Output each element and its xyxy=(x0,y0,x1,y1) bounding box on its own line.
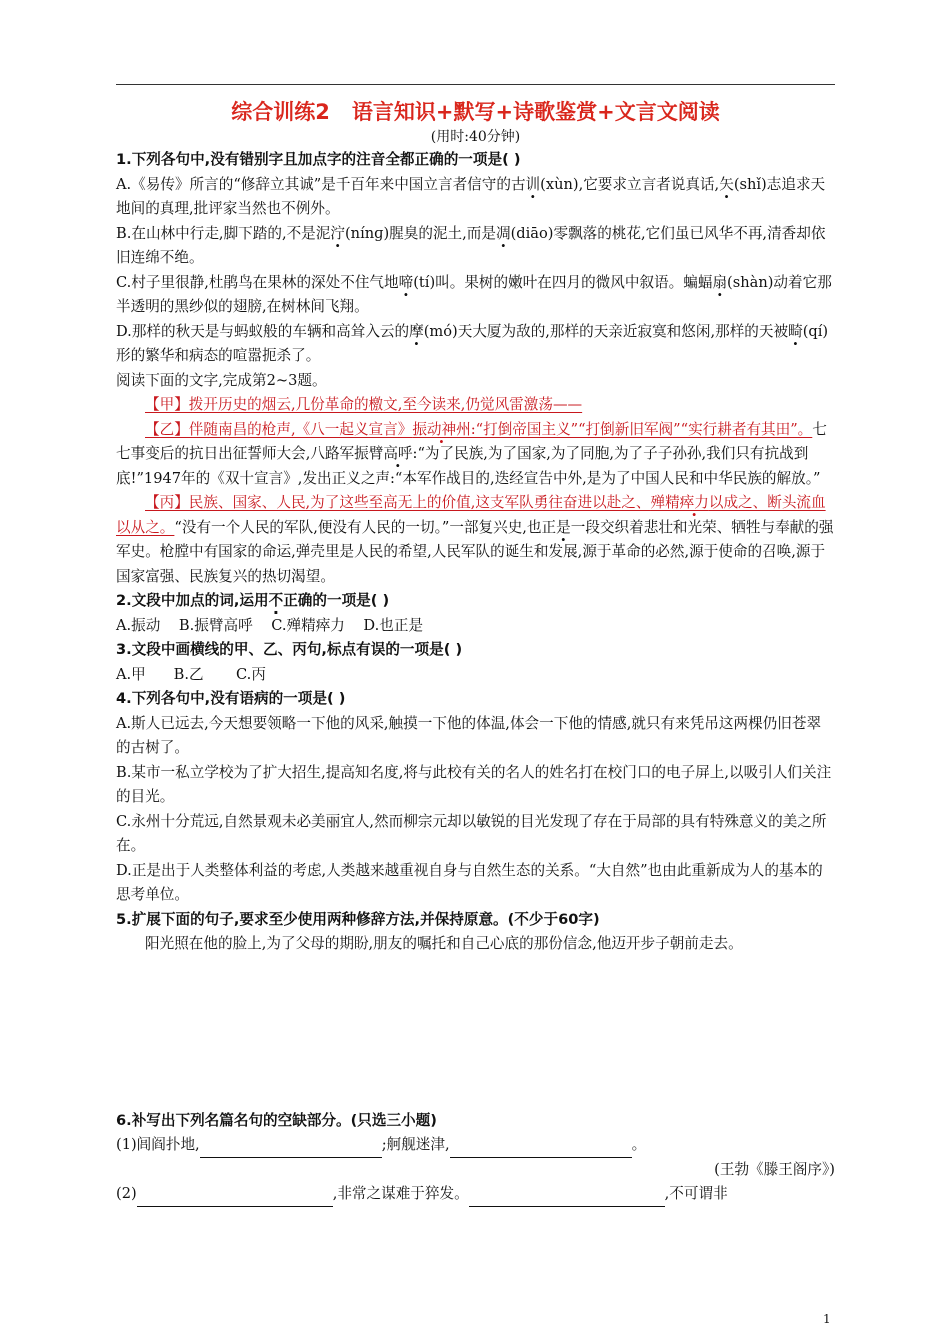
q4-option-b: B.某市一私立学校为了扩大招生,提高知名度,将与此校有关的名人的姓名打在校门口的电子屏上,以吸引人们关注的目光。 xyxy=(116,763,832,805)
word-zhendong: 振动 xyxy=(412,420,442,438)
blank-2a[interactable] xyxy=(137,1188,333,1207)
q1-option-a: A.《易传》所言的“修辞立其诚”是千百年来中国立言者信守的古训(xùn),它要求立言者说真话,矢(shǐ)志追求天地间的真理,批评家当然也不例外。 xyxy=(116,175,826,217)
q5-answer-space xyxy=(116,957,835,1109)
time-limit: (用时:40分钟) xyxy=(430,129,521,145)
q1-option-d: D.那样的秋天是与蚂蚁般的车辆和高耸入云的摩(mó)天大厦为敌的,那样的天亲近寂寞和悠闲,那样的天被畸(qí)形的繁华和病态的喧嚣扼杀了。 xyxy=(116,322,829,364)
title-right: 语言知识+默写+诗歌鉴赏+文言文阅读 xyxy=(351,100,720,124)
exercise-content xyxy=(116,148,835,1207)
title-left: 综合训练2 xyxy=(231,100,330,124)
word-zhenbigaohu: 振臂高呼 xyxy=(354,445,413,462)
q3-stem: 3.文段中画横线的甲、乙、丙句,标点有误的一项是( ) xyxy=(116,641,463,658)
q4-option-d: D.正是出于人类整体利益的考虑,人类越来越重视自身与自然生态的关系。“大自然”也由此重新成为人的基本的思考单位。 xyxy=(116,861,823,903)
passage-para-yi: 【乙】伴随南昌的枪声,《八一起义宣言》振动神州:“打倒帝国主义”“打倒新旧军阀”“实行耕者有其田”。七七事变后的抗日出征誓师大会,八路军振臂高呼:“为了民族,为了国家,为了同胞,为了子子孙孙,我们只有抗战到底!”1947年的《双十宣言》,发出正义之声:“本军作战目的,迭经宣告中外,是为了中国人民和中华民族的解放。” xyxy=(116,420,827,487)
q2-stem: 2.文段中加点的词,运用不正确的一项是( ) xyxy=(116,592,390,609)
page-title xyxy=(116,96,835,126)
passage-para-bing: 【丙】民族、国家、人民,为了这些至高无上的价值,这支军队勇往奋进以赴之、殚精瘁力以成之、断头流血以从之。“没有一个人民的军队,便没有人民的一切。”一部复兴史,也正是一段交织着悲壮和光荣、牺牲与奉献的强军史。枪膛中有国家的命运,弹壳里是人民的希望,人民军队的诞生和发展,源于革命的必然,源于使命的召唤,源于国家富强、民族复兴的热切渴望。 xyxy=(116,494,834,585)
q4-option-a: A.斯人已远去,今天想要领略一下他的风采,触摸一下他的体温,体会一下他的情感,就只有来凭吊这两棵仍旧苍翠的古树了。 xyxy=(116,714,822,756)
q6-item-1-source: (王勃《滕王阁序》) xyxy=(714,1160,835,1178)
q5-stem: 5.扩展下面的句子,要求至少使用两种修辞方法,并保持原意。(不少于60字) xyxy=(116,910,600,928)
q1-option-b: B.在山林中行走,脚下踏的,不是泥泞(nínɡ)腥臭的泥土,而是凋(diāo)零飘落的桃花,它们虽已风华不再,清香却依旧连绵不绝。 xyxy=(116,224,826,266)
blank-1b[interactable] xyxy=(450,1139,632,1158)
q5-sentence: 阳光照在他的脸上,为了父母的期盼,朋友的嘱托和自己心底的那份信念,他迈开步子朝前走去。 xyxy=(145,935,743,952)
q2-options: A.振动 B.振臂高呼 C.殚精瘁力 D.也正是 xyxy=(116,616,424,634)
q6-stem: 6.补写出下列名篇名句的空缺部分。(只选三小题) xyxy=(116,1111,437,1129)
q6-item-1: (1)闾阎扑地, ;舸舰迷津, 。 xyxy=(116,1133,835,1158)
q4-stem: 4.下列各句中,没有语病的一项是( ) xyxy=(116,690,346,707)
q3-options: A.甲 B.乙 C.丙 xyxy=(116,665,266,683)
q6-item-2: (2) ,非常之谋难于猝发。 ,不可谓非 xyxy=(116,1182,835,1207)
blank-1a[interactable] xyxy=(200,1139,382,1158)
blank-2b[interactable] xyxy=(469,1188,665,1207)
q1-stem: 1.下列各句中,没有错别字且加点字的注音全都正确的一项是( ) xyxy=(116,151,521,168)
word-danjingcuili: 殚精瘁力 xyxy=(650,494,709,511)
header-rule xyxy=(116,84,835,85)
q4-option-c: C.永州十分荒远,自然景观未必美丽宜人,然而柳宗元却以敏锐的目光发现了存在于局部的具有特殊意义的美之所在。 xyxy=(116,812,827,854)
q1-option-c: C.村子里很静,杜鹃鸟在果林的深处不住气地啼(tí)叫。果树的嫩叶在四月的微风中叙语。蝙蝠扇(shàn)动着它那半透明的黑纱似的翅膀,在树林间飞翔。 xyxy=(116,273,832,315)
passage-para-jia: 【甲】拨开历史的烟云,几份革命的檄文,至今读来,仍觉风雷激荡—— xyxy=(145,396,583,413)
word-yezhengshi: 也正是 xyxy=(526,518,571,536)
reading-intro: 阅读下面的文字,完成第2~3题。 xyxy=(116,371,327,389)
page-number: 1 xyxy=(823,1312,831,1326)
